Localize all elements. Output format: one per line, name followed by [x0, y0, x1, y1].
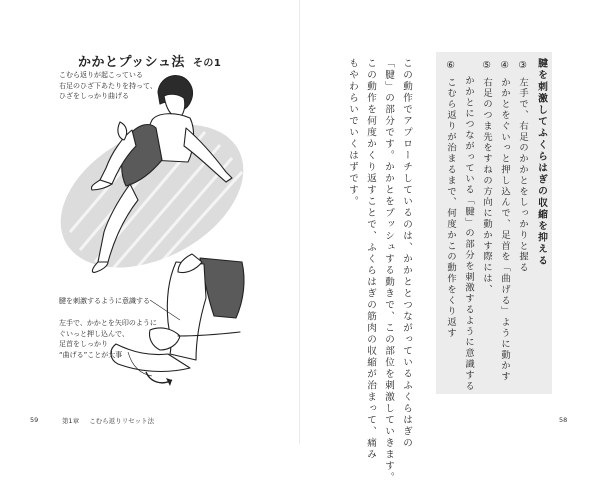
chapter-number: 第1章	[62, 417, 80, 425]
caption-line: ひざをしっかり曲げる	[59, 92, 129, 100]
body-column-4: もやわらいでいくはずです。	[347, 58, 358, 208]
body-column-2: 「腱」の部分です。かかとをプッシュする動きで、この部位を刺激していきます。	[383, 58, 394, 484]
chapter-label	[62, 416, 154, 425]
caption-line: ぐいっと押し込んで、	[59, 329, 129, 338]
caption-tendon: 腱を刺激するように意識する	[59, 297, 150, 305]
right-page-number: 58	[559, 416, 568, 424]
section-title-sub: その1	[192, 58, 222, 69]
body-column-1: この動作でアプローチしているのは、かかととつながっているふくらはぎの	[401, 58, 412, 449]
instruction-heading: 腱を刺激してふくらはぎの収縮を抑える	[536, 58, 547, 267]
caption-push-heel	[59, 318, 157, 360]
left-page-number: 59	[30, 416, 39, 424]
body-column-3: この動作を何度かくり返すことで、ふくらはぎの筋肉の収縮が治まって、痛み	[365, 58, 376, 461]
caption-line: 右足のひざ下あたりを持って、	[59, 81, 157, 90]
instruction-step-5a: ⑤ 右足のつま先をすねの方向に動かす際には、	[481, 60, 492, 296]
caption-line: “曲げる”ことが大事	[59, 350, 123, 359]
instruction-step-6: ⑥ こむら返りが治まるまで、何度かこの動作をくり返す	[445, 60, 456, 339]
instruction-step-4: ④ かかとをぐいっと押し込んで、足首を「曲げる」ように動かす	[499, 60, 510, 383]
caption-bend-knee	[59, 70, 157, 102]
instruction-step-3: ③ 左手で、右足のかかとをしっかりと握る	[517, 60, 528, 274]
instruction-step-5b: かかとにつながっている「腱」の部分を刺激するように意識する	[463, 60, 474, 392]
chapter-title: こむら返りリセット法	[89, 417, 155, 425]
caption-line: 左手で、かかとを矢印のように	[59, 319, 157, 327]
caption-line: 足首をしっかり	[59, 340, 108, 348]
section-title-main: かかとプッシュ法	[78, 55, 185, 70]
caption-line: こむら返りが起こっている	[59, 71, 143, 79]
